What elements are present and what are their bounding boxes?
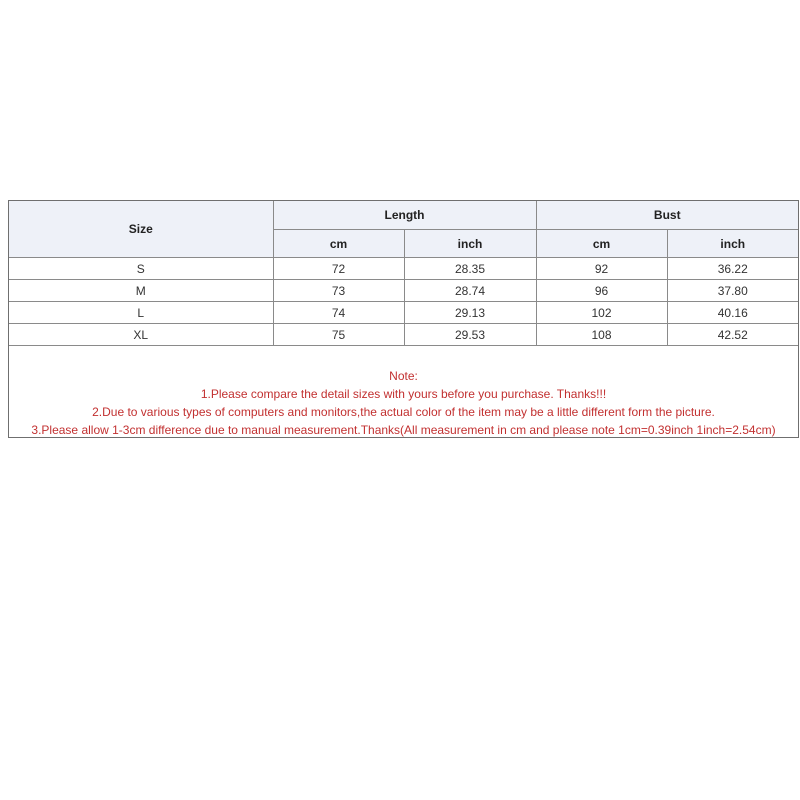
length-inch-cell: 28.74 [404,280,536,302]
length-cm-cell: 73 [273,280,404,302]
bust-inch-cell: 36.22 [667,258,798,280]
table-row [9,324,798,346]
table-row [9,280,798,302]
size-cell: L [9,302,273,324]
table-row [9,258,798,280]
note-line-3: 3.Please allow 1-3cm difference due to manual measurement.Thanks(All measurement in cm and please note 1cm=0.39inch 1inch=2.54cm) [31,423,776,437]
size-table [9,201,798,346]
note-line-1: 1.Please compare the detail sizes with yours before you purchase. Thanks!!! [200,387,607,401]
notes-title: Note: [389,369,418,383]
length-cm-cell: 75 [273,324,404,346]
length-inch-cell: 28.35 [404,258,536,280]
size-cell: XL [9,324,273,346]
bust-header: Bust [536,201,798,230]
table-row [9,302,798,324]
length-inch-header: inch [404,230,536,258]
length-inch-cell: 29.13 [404,302,536,324]
length-inch-cell: 29.53 [404,324,536,346]
length-cm-cell: 74 [273,302,404,324]
bust-inch-cell: 40.16 [667,302,798,324]
bust-cm-cell: 96 [536,280,667,302]
size-header: Size [9,201,273,258]
bust-cm-cell: 92 [536,258,667,280]
size-cell: S [9,258,273,280]
length-cm-cell: 72 [273,258,404,280]
length-header: Length [273,201,536,230]
note-line-2: 2.Due to various types of computers and monitors,the actual color of the item may be a little different form the picture. [92,405,715,419]
notes-section [9,347,798,439]
bust-cm-header: cm [536,230,667,258]
bust-cm-cell: 108 [536,324,667,346]
size-chart [8,200,799,438]
bust-cm-cell: 102 [536,302,667,324]
bust-inch-cell: 37.80 [667,280,798,302]
bust-inch-cell: 42.52 [667,324,798,346]
bust-inch-header: inch [667,230,798,258]
size-cell: M [9,280,273,302]
length-cm-header: cm [273,230,404,258]
